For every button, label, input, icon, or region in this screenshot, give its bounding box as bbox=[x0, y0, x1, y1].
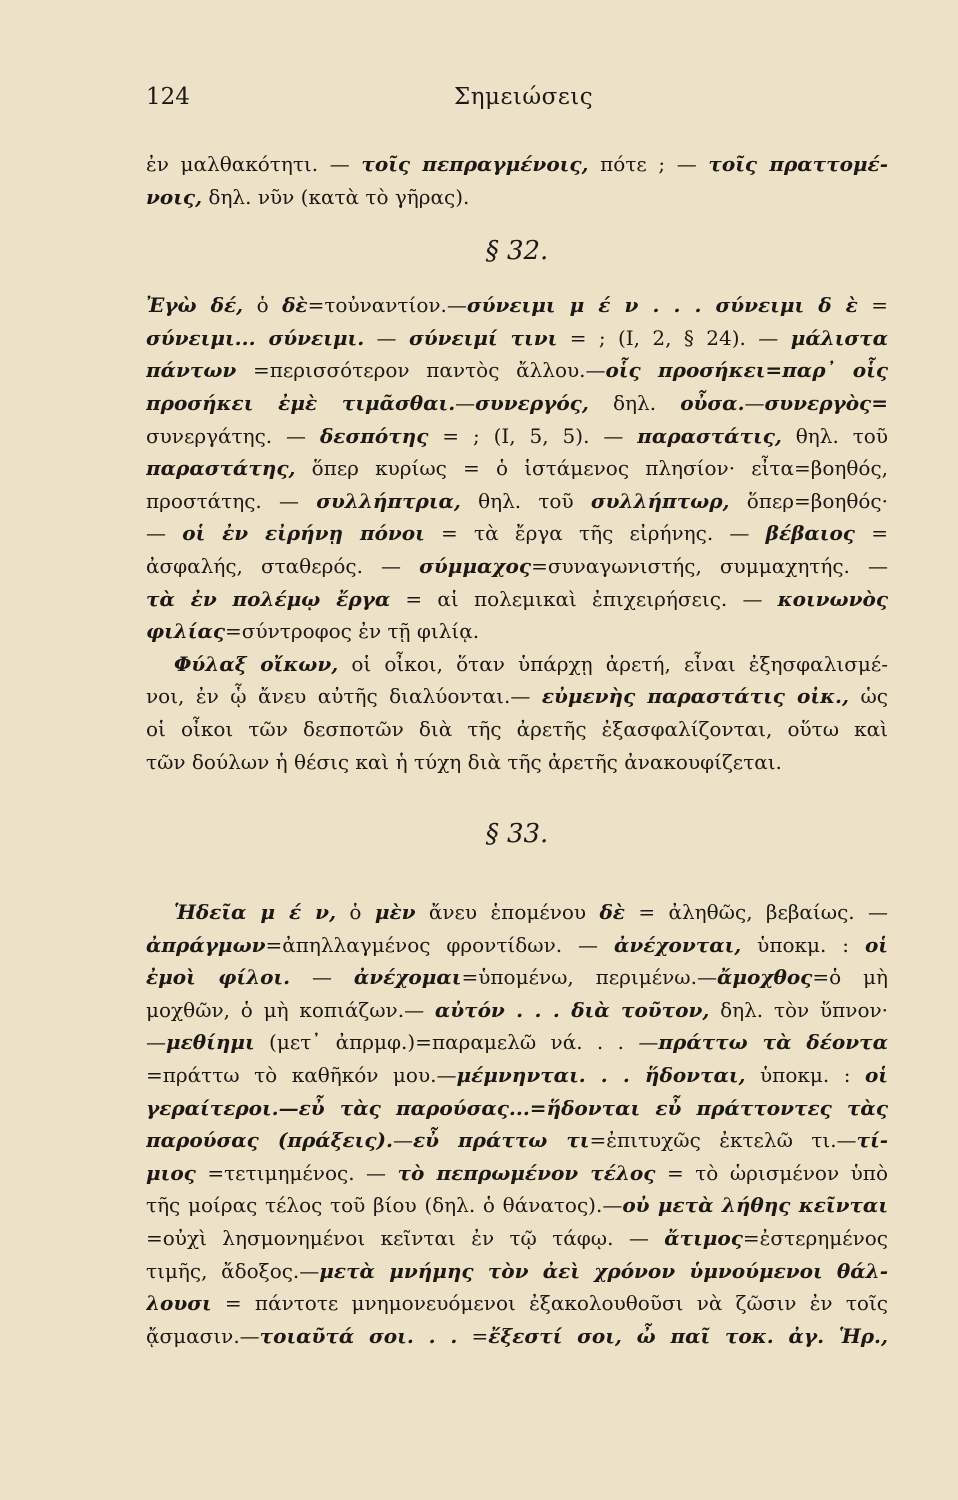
gloss-text: — bbox=[364, 325, 409, 350]
gloss-text: ὑποκμ. : bbox=[741, 932, 865, 957]
body-text bbox=[146, 148, 888, 1352]
section-heading-33: § 33. bbox=[485, 819, 549, 850]
text-line bbox=[146, 181, 888, 214]
lemma-text: ἐμοὶ φίλοι. bbox=[146, 965, 291, 990]
text-line bbox=[146, 148, 888, 181]
text-line bbox=[146, 680, 888, 713]
gloss-text: =σύντροφος ἐν τῇ φιλίᾳ. bbox=[225, 619, 480, 644]
lemma-text: παραστάτης, bbox=[146, 456, 296, 481]
lemma-text: πράττω τὰ δέοντα bbox=[658, 1030, 888, 1055]
text-line bbox=[146, 1320, 888, 1353]
gloss-text: ὡς bbox=[849, 684, 888, 709]
gloss-text: — bbox=[744, 390, 765, 415]
text-line bbox=[146, 289, 888, 322]
lemma-text: παρούσας (πράξεις). bbox=[146, 1128, 393, 1153]
gloss-text: = πάντοτε μνημονευόμενοι ἐξακολουθοῦσι νὰ ζῶσιν ἐν τοῖς bbox=[211, 1291, 888, 1316]
lemma-text: συλλήπτωρ, bbox=[590, 488, 730, 513]
lemma-text: παραστάτις, bbox=[637, 423, 782, 448]
gloss-text: θηλ. τοῦ bbox=[460, 488, 591, 513]
lemma-text: τοῖς πραττομέ- bbox=[708, 152, 888, 176]
text-line bbox=[146, 550, 888, 583]
gloss-text: =ὑπομένω, περιμένω.— bbox=[461, 965, 717, 990]
gloss-text: δηλ. τὸν ὕπνον· bbox=[709, 997, 888, 1022]
lemma-text: λουσι bbox=[146, 1291, 212, 1316]
text-line bbox=[146, 1222, 888, 1255]
text-line bbox=[146, 615, 888, 648]
gloss-text: μοχθῶν, ὁ μὴ κοπιάζων.— bbox=[146, 997, 435, 1022]
gloss-text: =ἀπηλλαγμένος φροντίδων. — bbox=[265, 932, 614, 957]
lemma-text: οἷς προσήκει=παρ᾽ οἷς bbox=[605, 358, 888, 383]
gloss-text: — bbox=[146, 1030, 166, 1055]
lemma-text: συνεργὸς= bbox=[764, 390, 888, 415]
lemma-text: ἄμοχθος bbox=[716, 965, 813, 990]
text-line bbox=[146, 1026, 888, 1059]
text-line bbox=[146, 387, 888, 420]
gloss-text: ὑποκμ. : bbox=[745, 1063, 865, 1088]
section-32-body bbox=[146, 289, 888, 778]
text-line bbox=[146, 1255, 888, 1288]
lemma-text: φιλίας bbox=[146, 619, 226, 644]
lemma-text: γεραίτεροι.—εὖ τὰς παρούσας...=ἥδονται εὖ πράττοντες τὰς bbox=[146, 1095, 888, 1120]
lemma-text: μὲν bbox=[374, 900, 416, 925]
lemma-text: πάντων bbox=[146, 358, 237, 383]
text-line bbox=[146, 746, 888, 779]
lemma-text: σύνειμι μ έ ν . . . σύνειμι δ ὲ bbox=[466, 293, 858, 318]
lemma-text: ἔξεστί σοι, ὦ παῖ τοκ. ἀγ. Ἡρ., bbox=[488, 1323, 888, 1348]
lemma-text: σύνειμί τινι bbox=[408, 325, 558, 350]
gloss-text: =τοὐναντίον.— bbox=[307, 293, 467, 318]
lemma-text: δὲ bbox=[599, 900, 625, 925]
lemma-text: τὰ ἐν πολέμῳ ἔργα bbox=[146, 586, 391, 611]
running-title: Σημειώσεις bbox=[454, 84, 594, 110]
lemma-text: συνεργός, bbox=[475, 390, 589, 415]
page-number: 124 bbox=[146, 84, 190, 110]
gloss-text: συνεργάτης. — bbox=[146, 423, 320, 448]
lemma-text: τί- bbox=[856, 1128, 888, 1153]
lemma-text: δεσπότης bbox=[319, 423, 429, 448]
gloss-text: — bbox=[290, 965, 354, 990]
text-line bbox=[146, 994, 888, 1027]
gloss-text: — bbox=[392, 1128, 413, 1153]
gloss-text: = ἀληθῶς, βεβαίως. — bbox=[624, 900, 888, 925]
text-line bbox=[146, 420, 888, 453]
gloss-text: = bbox=[854, 521, 888, 546]
gloss-text: ᾄσμασιν.— bbox=[146, 1323, 260, 1348]
gloss-text: (μετ᾽ ἀπρμφ.)=παραμελῶ νά. . . — bbox=[254, 1030, 659, 1055]
text-line bbox=[146, 961, 888, 994]
lemma-text: μέμνηνται. . . ἥδονται, bbox=[456, 1063, 746, 1088]
gloss-text: = bbox=[457, 1323, 489, 1348]
gloss-text: — bbox=[455, 390, 476, 415]
gloss-text: = bbox=[857, 293, 888, 318]
gloss-text: ἄνευ ἑπομένου bbox=[415, 900, 600, 925]
text-line bbox=[146, 929, 888, 962]
gloss-text: =ἐπιτυχῶς ἐκτελῶ τι.— bbox=[589, 1128, 857, 1153]
text-line bbox=[146, 1189, 888, 1222]
text-line bbox=[146, 354, 888, 387]
gloss-text: ὅπερ κυρίως = ὁ ἱστάμενος πλησίον· εἶτα=βοηθός, bbox=[295, 456, 888, 481]
text-line bbox=[146, 1092, 888, 1125]
text-line bbox=[146, 1059, 888, 1092]
gloss-text: τῆς μοίρας τέλος τοῦ βίου (δηλ. ὁ θάνατος).— bbox=[146, 1193, 623, 1218]
lemma-text: συλλήπτρια, bbox=[316, 488, 461, 513]
lemma-text: τὸ πεπρωμένον τέλος bbox=[397, 1160, 656, 1185]
lemma-text: οἱ bbox=[864, 1063, 888, 1088]
lemma-text: σύμμαχος bbox=[419, 553, 532, 578]
text-line bbox=[146, 583, 888, 616]
gloss-text: = ; (Ι, 5, 5). — bbox=[428, 423, 638, 448]
lemma-text: οὖσα. bbox=[680, 390, 745, 415]
page-header bbox=[146, 84, 886, 118]
text-line bbox=[146, 1157, 888, 1190]
gloss-text: προστάτης. — bbox=[146, 488, 317, 513]
text-line bbox=[146, 485, 888, 518]
lemma-text: Ἡδεῖα μ έ ν, bbox=[174, 900, 337, 925]
gloss-text: =περισσότερον παντὸς ἄλλου.— bbox=[236, 358, 606, 383]
lemma-text: τοῖς πεπραγμένοις, bbox=[361, 152, 589, 176]
text-line bbox=[146, 896, 888, 929]
text-line bbox=[146, 1287, 888, 1320]
gloss-text: =τετιμημένος. — bbox=[195, 1160, 398, 1185]
text-line bbox=[146, 1124, 888, 1157]
lemma-text: μάλιστα bbox=[790, 325, 888, 350]
lemma-text: εὖ πράττω τι bbox=[412, 1128, 590, 1153]
gloss-text: δηλ. bbox=[588, 390, 681, 415]
lemma-text: δὲ bbox=[282, 293, 308, 318]
lemma-text: αὐτόν . . . διὰ τοῦτον, bbox=[434, 997, 710, 1022]
gloss-text: = τὸ ὡρισμένον ὑπὸ bbox=[655, 1160, 888, 1185]
gloss-text: ἐν μαλθακότητι. — bbox=[146, 152, 362, 176]
gloss-text: =ὁ μὴ bbox=[812, 965, 888, 990]
lemma-text: ἀπράγμων bbox=[146, 932, 266, 957]
gloss-text: =ἐστερημένος bbox=[742, 1226, 888, 1251]
lemma-text: οἱ ἐν εἰρήνῃ πόνοι bbox=[182, 521, 425, 546]
lemma-text: οὐ μετὰ λήθης κεῖνται bbox=[622, 1193, 888, 1218]
gloss-text: = τὰ ἔργα τῆς εἰρήνης. — bbox=[424, 521, 766, 546]
lemma-text: βέβαιος bbox=[765, 521, 855, 546]
lemma-text: Ἐγὼ δέ, bbox=[146, 293, 244, 318]
lemma-text: ἀνέχονται, bbox=[613, 932, 742, 957]
gloss-text: θηλ. τοῦ bbox=[781, 423, 888, 448]
text-line bbox=[146, 648, 888, 681]
gloss-text: οἱ οἶκοι τῶν δεσποτῶν διὰ τῆς ἀρετῆς ἐξασφαλίζονται, οὕτω καὶ bbox=[146, 716, 888, 741]
gloss-text: =συναγωνιστής, συμμαχητής. — bbox=[531, 553, 888, 578]
lemma-text: τοιαῦτά σοι. . . bbox=[259, 1323, 458, 1348]
gloss-text: =πράττω τὸ καθῆκόν μου.— bbox=[146, 1063, 457, 1088]
lemma-text: προσήκει ἐμὲ τιμᾶσθαι. bbox=[146, 390, 456, 415]
gloss-text: =οὐχὶ λησμονημένοι κεῖνται ἐν τῷ τάφῳ. — bbox=[146, 1226, 665, 1251]
text-line bbox=[146, 322, 888, 355]
lemma-text: κοινωνὸς bbox=[777, 586, 888, 611]
gloss-text: — bbox=[146, 521, 183, 546]
text-line bbox=[146, 452, 888, 485]
lemma-text: μιος bbox=[146, 1160, 196, 1185]
gloss-text: δηλ. νῦν (κατὰ τὸ γῆρας). bbox=[202, 184, 470, 209]
lemma-text: εὐμενὴς παραστάτις οἰκ., bbox=[541, 684, 849, 709]
lemma-text: οἱ bbox=[864, 932, 888, 957]
lemma-text: Φύλαξ οἴκων, bbox=[174, 651, 339, 676]
text-line bbox=[146, 517, 888, 550]
lemma-text: μεθίημι bbox=[166, 1030, 255, 1055]
section-heading-32: § 32. bbox=[485, 236, 549, 267]
section-33-body bbox=[146, 896, 888, 1352]
gloss-text: = ; (Ι, 2, § 24). — bbox=[557, 325, 791, 350]
lemma-text: νοις, bbox=[146, 184, 203, 209]
gloss-text: οἱ οἶκοι, ὅταν ὑπάρχῃ ἀρετή, εἶναι ἐξησφαλισμέ- bbox=[338, 651, 888, 676]
gloss-text: ὅπερ=βοηθός· bbox=[729, 488, 888, 513]
text-line bbox=[146, 713, 888, 746]
lemma-text: ἄτιμος bbox=[664, 1226, 743, 1251]
gloss-text: νοι, ἐν ᾧ ἄνευ αὐτῆς διαλύονται.— bbox=[146, 684, 542, 709]
lemma-text: σύνειμι... σύνειμι. bbox=[146, 325, 365, 350]
gloss-text: ὁ bbox=[336, 900, 375, 925]
gloss-text: πότε ; — bbox=[588, 152, 709, 176]
intro-paragraph bbox=[146, 148, 888, 213]
gloss-text: = αἱ πολεμικαὶ ἐπιχειρήσεις. — bbox=[390, 586, 778, 611]
gloss-text: τιμῆς, ἄδοξος.— bbox=[146, 1258, 320, 1283]
gloss-text: ἀσφαλής, σταθερός. — bbox=[146, 553, 420, 578]
lemma-text: μετὰ μνήμης τὸν ἀεὶ χρόνον ὑμνούμενοι θάλ- bbox=[319, 1258, 888, 1283]
lemma-text: ἀνέχομαι bbox=[353, 965, 462, 990]
gloss-text: ὁ bbox=[243, 293, 283, 318]
gloss-text: τῶν δούλων ἡ θέσις καὶ ἡ τύχη διὰ τῆς ἀρετῆς ἀνακουφίζεται. bbox=[146, 749, 782, 774]
